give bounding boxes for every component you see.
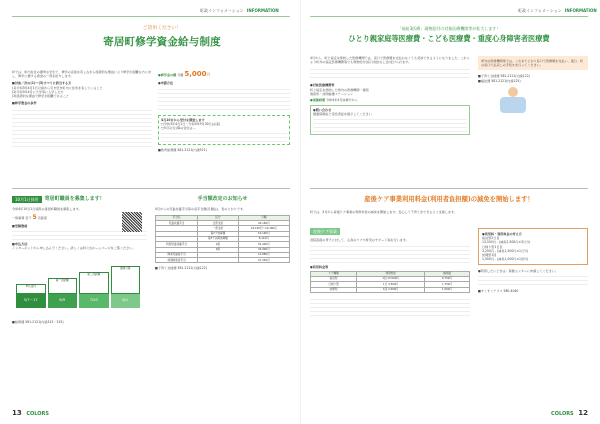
postnatal-intro-wrap xyxy=(310,210,588,214)
medical-note-text xyxy=(313,116,467,132)
allowance-contact xyxy=(155,266,290,270)
inquiry-label: ●問い合わせ xyxy=(313,108,332,113)
magazine-logo: COLORS xyxy=(551,410,574,417)
magazine-logo: COLORS xyxy=(26,410,49,417)
contact-dept: ■すくすくテラス xyxy=(478,289,503,294)
fee-apply-note: ●利用したいときは：保健センターに申請してください。 xyxy=(478,269,558,274)
timeline-labels xyxy=(16,266,140,294)
condition-label: ■修学資金の条件 xyxy=(12,101,37,106)
timeline-label: 申込受付 xyxy=(16,284,46,294)
header-label: 町政インフォメーション xyxy=(200,8,244,13)
section-divider xyxy=(310,188,588,189)
postnatal-body: 退院直後の母子に対して、心身のケアや育児のサポート等を行います。 xyxy=(310,238,409,243)
right-header xyxy=(518,8,597,14)
medical-note-box xyxy=(310,105,470,135)
fee-example-title: ●利用料・利用料金の考え方 xyxy=(482,232,522,236)
postnatal-contact xyxy=(478,289,588,293)
fee-apply-text xyxy=(478,273,588,287)
recruit-apply-label: ■受験資格 xyxy=(12,223,28,228)
table-row: 特別児童扶養手当 1級 52,400円 xyxy=(156,242,290,247)
table-row: 障害児福祉手当 14,880円 xyxy=(156,252,290,257)
fee-note-block xyxy=(310,296,470,318)
amount-prefix: 月額 xyxy=(177,73,184,77)
contact-dept: ■福祉課 xyxy=(478,78,491,83)
recruit-title: 寄居町職員を募集します！ xyxy=(44,196,105,203)
medical-title: ひとり親家庭等医療費・こども医療費・重度心身障害者医療費 xyxy=(348,34,550,44)
left-header xyxy=(200,8,279,14)
table-row: 訪問型 1回 2,000円 1,000円 xyxy=(311,287,470,292)
right-page xyxy=(300,0,600,424)
postnatal-title-block xyxy=(310,196,588,205)
contact-tel: 581-2121(内線125) xyxy=(491,78,521,83)
apply-text-block xyxy=(158,86,290,112)
medical-side-box xyxy=(478,56,588,70)
recruit-timeline xyxy=(12,254,147,314)
medical-contacts xyxy=(478,74,588,82)
deadline-box xyxy=(158,115,290,146)
table-row: 児童扶養手当 全部支給 43,160円 xyxy=(156,221,290,226)
facility-item: 施術所・訪問看護ステーション xyxy=(310,91,354,96)
recruit-header xyxy=(12,196,147,203)
date-label: ●実施時期 xyxy=(310,97,326,102)
table-row: 日帰り型 1日 3,500円 1,750円 xyxy=(311,282,470,287)
scholarship-left-col xyxy=(12,70,152,147)
deadline-label: 4月10日から受付を開始します xyxy=(161,117,205,122)
col-header: 区分 xyxy=(198,215,238,220)
amount-value: 5,000 xyxy=(184,70,207,78)
medical-body: 4月から、町と協定を締結した医療機関では、窓口で医療費を支払わなくても受診できるようになりました。これにより町外の協定医療機関等でも現物給付(窓口負担なし)が受けられます。 xyxy=(310,56,470,65)
timeline-step: 5/7〜17 xyxy=(16,294,46,308)
target-item: (1)令和3年4月1日以前から引き続き町内に住所を有していること xyxy=(12,85,103,90)
fee-example-item: 訪問型1回 xyxy=(482,252,497,257)
timeline-label: 第二次試験 xyxy=(79,272,109,294)
contact-dept: ■子育て支援課 xyxy=(155,266,177,271)
page-number: 13 xyxy=(12,408,22,417)
fee-table-label: ●利用料金等 xyxy=(310,264,329,269)
deadline-item: □令和3年4月1日〜令和3年9月30日(必着) xyxy=(161,121,221,126)
col-header: 利用料金 xyxy=(357,271,425,276)
header-label: 町政インフォメーション xyxy=(518,8,562,13)
page-number: 12 xyxy=(578,408,588,417)
fee-example-item: 1,500円 - (減免1,000円×1回分) xyxy=(482,257,529,262)
scholarship-pre-title: ご活用ください！ xyxy=(142,26,182,31)
col-header: 月額 xyxy=(238,215,289,220)
target-item: (3)経済的な理由で修学が困難であること xyxy=(12,93,69,98)
allowance-intro: 4月からの児童扶養手当等の各手当額(月額)は、表のとおりです。 xyxy=(155,206,246,211)
medical-title-block xyxy=(310,26,588,44)
col-header: 手当名 xyxy=(156,215,198,220)
amount-label: ●修学金の額 xyxy=(158,73,177,77)
contact-tel: 581-2121(内線313・315) xyxy=(25,320,64,325)
person-icon xyxy=(508,87,518,97)
timeline-bars xyxy=(16,294,140,308)
postnatal-tag: 産後ケア事業 xyxy=(310,228,340,235)
header-divider xyxy=(12,16,290,17)
contact-dept: ■総務課 xyxy=(12,320,25,325)
medical-note: 健康保険証と受給者証を提示してください xyxy=(313,112,372,117)
fee-example-item: 宿泊型2日目 xyxy=(482,236,500,241)
date-row xyxy=(310,98,470,102)
fee-table xyxy=(310,271,470,293)
timeline-step: 8/1 xyxy=(111,294,141,308)
qr-code-icon xyxy=(122,212,142,232)
scholarship-intro: 町では、町内在住の優秀な学生で、修学の意欲を有しながら経済的な理由により修学が困難な方に対し、修学に要する資金の一部を給与します。 xyxy=(12,70,152,79)
scholarship-right-col xyxy=(158,70,290,152)
allowance-title: 手当額改定のお知らせ xyxy=(197,196,248,202)
postnatal-title: 産後ケア事業利用料金(利用者負担額)の減免を開始します！ xyxy=(364,196,534,203)
recruit-count-prefix: 若干 xyxy=(25,215,32,220)
contact-tel: 581-2121(内線521) xyxy=(177,148,207,153)
recruit-contact xyxy=(12,320,147,324)
contact-tel: 580-4040 xyxy=(503,289,519,294)
condition-text-block xyxy=(12,107,152,147)
table-row: 第2子加算額 10,190円 xyxy=(156,231,290,236)
table-row: 一部支給 43,150円〜10,180円 xyxy=(156,226,290,231)
medical-text-block xyxy=(310,66,470,80)
header-label-en: INFORMATION xyxy=(246,8,279,13)
header-divider xyxy=(310,16,588,17)
postnatal-intro: 町では、4月から産後ケア事業の利用料金の減免を開始します。安心して子育てができるよう支援します。 xyxy=(310,210,457,214)
recruit-method-label: ■申込方法 xyxy=(12,241,28,246)
medical-left-col xyxy=(310,56,470,135)
wheelchair-icon xyxy=(500,97,526,113)
contact-dept: ■子育て支援課 xyxy=(478,74,500,79)
side-box-text: 県外の医療機関等では、これまでどおり窓口で医療費を支払い、後日、町の窓口で払戻しの手続きを行ってください。 xyxy=(481,59,584,68)
table-row: 宿泊型 1泊 13,500円 6,750円 xyxy=(311,277,470,282)
contact-tel: 581-2121(内線122) xyxy=(177,266,207,271)
date-text: 令和4年4月診療分から xyxy=(326,97,358,102)
deadline-text-block xyxy=(161,130,287,142)
header-label-en: INFORMATION xyxy=(564,8,597,13)
section-divider xyxy=(12,188,290,189)
left-footer xyxy=(12,409,49,418)
scholarship-title: 寄居町修学資金給与制度 xyxy=(103,36,221,49)
recruit-method-text: インターネットから申し込んでください。詳しくは町公式ホームページをご覧ください。 xyxy=(12,246,136,250)
fee-example-item: 日帰り型1日目 xyxy=(482,244,503,249)
contact-dept: ■教育総務課 xyxy=(158,148,177,153)
amount-row xyxy=(158,70,290,79)
postnatal-right-col xyxy=(478,228,588,294)
col-header: ケア種類 xyxy=(311,271,357,276)
postnatal-text-block xyxy=(310,243,470,263)
medical-right-col xyxy=(478,56,588,117)
right-footer xyxy=(551,409,588,418)
table-row: 特別障害者手当 27,350円 xyxy=(156,258,290,263)
target-item: (2)令和3年4月に大学等に入学した方 xyxy=(12,89,64,94)
facility-item: 町と協定を締結した県内の医療機関・薬局 xyxy=(310,87,369,92)
timeline-step: 7/20 xyxy=(79,294,109,308)
fee-example-item: 3,200円 - (減免1,500円×1日分) xyxy=(482,248,529,253)
contact-tel: 581-2121(内線122) xyxy=(500,74,530,79)
recruit-count: 5 xyxy=(32,213,37,221)
apply-label: ●申請方法 xyxy=(158,81,174,86)
timeline-label: 最終合格 xyxy=(111,266,141,294)
table-row: 2級 34,900円 xyxy=(156,247,290,252)
table-row: 第3子以降加算額 6,110円 xyxy=(156,237,290,242)
timeline-label: 第一次試験 xyxy=(48,278,78,294)
recruit-badge: 10月1日採用 xyxy=(12,196,42,203)
scholarship-contact xyxy=(158,148,290,152)
recruit-body: 令和4年10月1日採用の寄居町職員を募集します。 xyxy=(12,207,82,212)
wheelchair-illustration xyxy=(478,87,588,117)
medical-pre-title: 「福祉3医療」現物給付の対象医療機関等が拡大します！ xyxy=(397,26,501,31)
fee-example-box xyxy=(478,228,588,265)
target-label: ■対象／次の(1)～(3)すべてに該当する方 xyxy=(12,81,72,86)
scholarship-title-block xyxy=(52,26,272,50)
recruit-count-unit: 名程度 xyxy=(37,215,47,220)
amount-unit: 円 xyxy=(206,72,211,77)
recruit-position: 一般事務 xyxy=(12,215,25,220)
postnatal-left-col xyxy=(310,228,470,318)
fee-example-item: 13,500円 - (減免2,500円×3日分) xyxy=(482,240,531,245)
deadline-item: □5月1日以降の受付は… xyxy=(161,125,196,130)
timeline-step: 6/9 xyxy=(48,294,78,308)
col-header: 減免後 xyxy=(425,271,470,276)
allowance-table xyxy=(155,215,290,264)
facility-label: ●対象医療機関等 xyxy=(310,83,335,88)
allowance-section xyxy=(155,196,290,271)
